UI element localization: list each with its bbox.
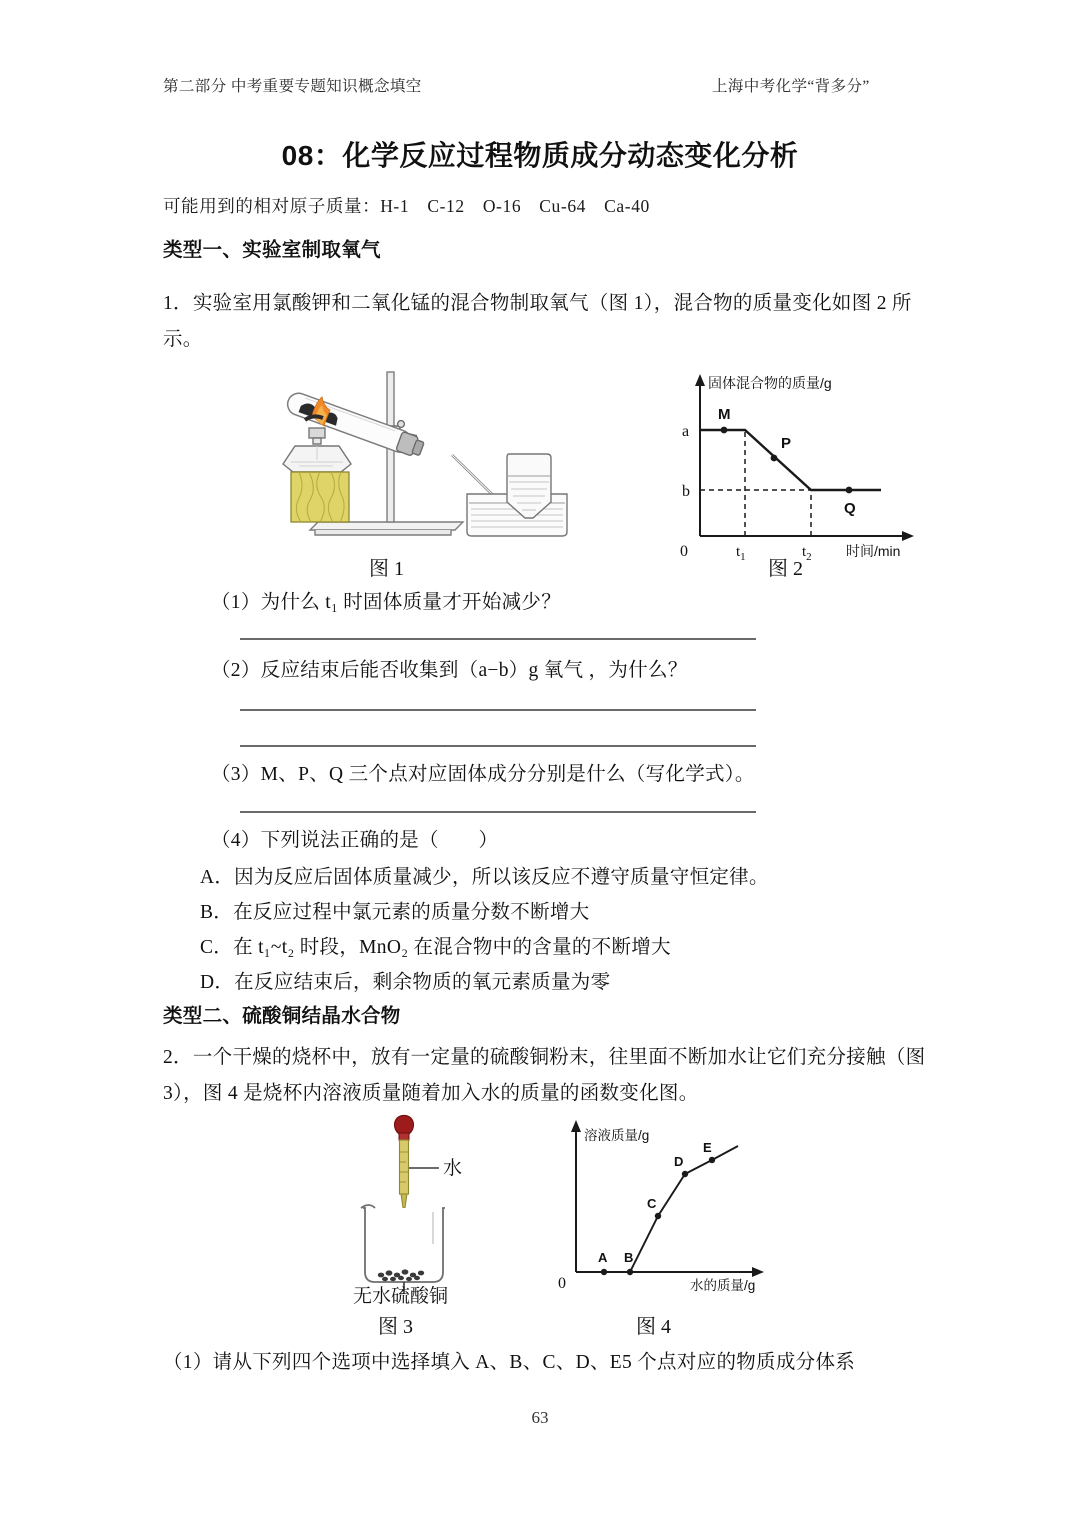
option-A[interactable]: A．因为反应后固体质量减少，所以该反应不遵守质量守恒定律。 [200,867,769,888]
question-1-2: （2）反应结束后能否收集到（a−b）g 氧气 ，为什么？ [211,660,688,681]
running-header-right: 上海中考化学“背多分” [712,78,870,95]
chart2-xlabel: 水的质量/g [690,1278,756,1293]
chart1-xtick-t2: $t_2$ [802,544,812,563]
figure-4-caption: 图 4 [636,1316,671,1338]
page-title: 08：化学反应过程物质成分动态变化分析 [281,140,799,171]
figure-1-caption: 图 1 [369,558,404,580]
figure-3-caption: 图 3 [378,1316,413,1338]
chart1-point-P [771,455,778,462]
chart1-label-Q: Q [844,500,856,517]
chart1-origin: 0 [680,543,688,560]
answer-line-1-1[interactable] [240,638,756,640]
figure-3-label-water: 水 [443,1158,463,1179]
dropper-bulb-icon [395,1115,414,1135]
question-1-3: （3）M、P、Q 三个点对应固体成分分别是什么（写化学式）。 [211,764,755,785]
chart1-ylabel: 固体混合物的质量/g [708,375,832,391]
atomic-mass-note: 可能用到的相对原子质量：H-1 C-12 O-16 Cu-64 Ca-40 [163,196,650,216]
figure-3-label-solid: 无水硫酸铜 [353,1286,449,1307]
chart1-xlabel: 时间/min [846,543,901,559]
chart1-ytick-a: a [682,423,690,440]
chart2-ylabel: 溶液质量/g [584,1128,650,1143]
option-D[interactable]: D．在反应结束后，剩余物质的氧元素质量为零 [200,972,611,993]
figure-3-beaker [335,1112,525,1307]
question-2-stem: 2．一个干燥的烧杯中，放有一定量的硫酸铜粉末，往里面不断加水让它们充分接触（图 3），图 4 是烧杯内溶液质量随着加入水的质量的函数变化图。 [163,1047,926,1104]
section-heading-2: 类型二、硫酸铜结晶水合物 [163,1005,401,1027]
chart2-point-D [682,1171,688,1177]
figure-2-caption: 图 2 [768,558,803,580]
chart1-point-Q [846,487,853,494]
chart2-label-D: D [674,1154,684,1169]
option-C[interactable]: C．在 t₁~t₂ 时段，MnO₂ 在混合物中的含量的不断增大 [200,937,671,958]
section-heading-1: 类型一、实验室制取氧气 [163,239,381,261]
chart1-xtick-t1: $t_1$ [736,544,746,563]
chart2-point-A [601,1269,607,1275]
question-1-stem: 1．实验室用氯酸钾和二氧化锰的混合物制取氧气（图 1），混合物的质量变化如图 2 所示。 [163,293,912,350]
figure-1-apparatus [255,372,585,542]
answer-line-1-3[interactable] [240,811,756,813]
question-1-1: （1）为什么 t₁ 时固体质量才开始减少？ [211,592,562,613]
chart2-label-C: C [647,1196,657,1211]
page-number: 63 [531,1408,549,1427]
question-1-4: （4）下列说法正确的是（ ） [211,830,499,851]
option-B[interactable]: B．在反应过程中氯元素的质量分数不断增大 [200,902,590,923]
chart2-origin: 0 [558,1275,566,1292]
chart1-point-M [721,427,728,434]
answer-line-1-2b[interactable] [240,745,756,747]
chart2-label-B: B [624,1250,634,1265]
chart2-label-A: A [598,1250,608,1265]
chart1-label-P: P [781,435,792,452]
chart1-ytick-b: b [682,483,690,500]
chart2-point-B [627,1269,633,1275]
figure-2-chart [668,368,938,563]
chart2-point-C [655,1213,661,1219]
question-2-1: （1）请从下列四个选项中选择填入 A、B、C、D、E5 个点对应的物质成分体系 [163,1352,856,1373]
chart2-point-E [709,1157,715,1163]
chart1-label-M: M [718,406,731,423]
running-header-left: 第二部分 中考重要专题知识概念填空 [163,78,422,95]
chart2-label-E: E [703,1140,712,1155]
answer-line-1-2a[interactable] [240,709,756,711]
figure-4-chart [548,1112,818,1297]
